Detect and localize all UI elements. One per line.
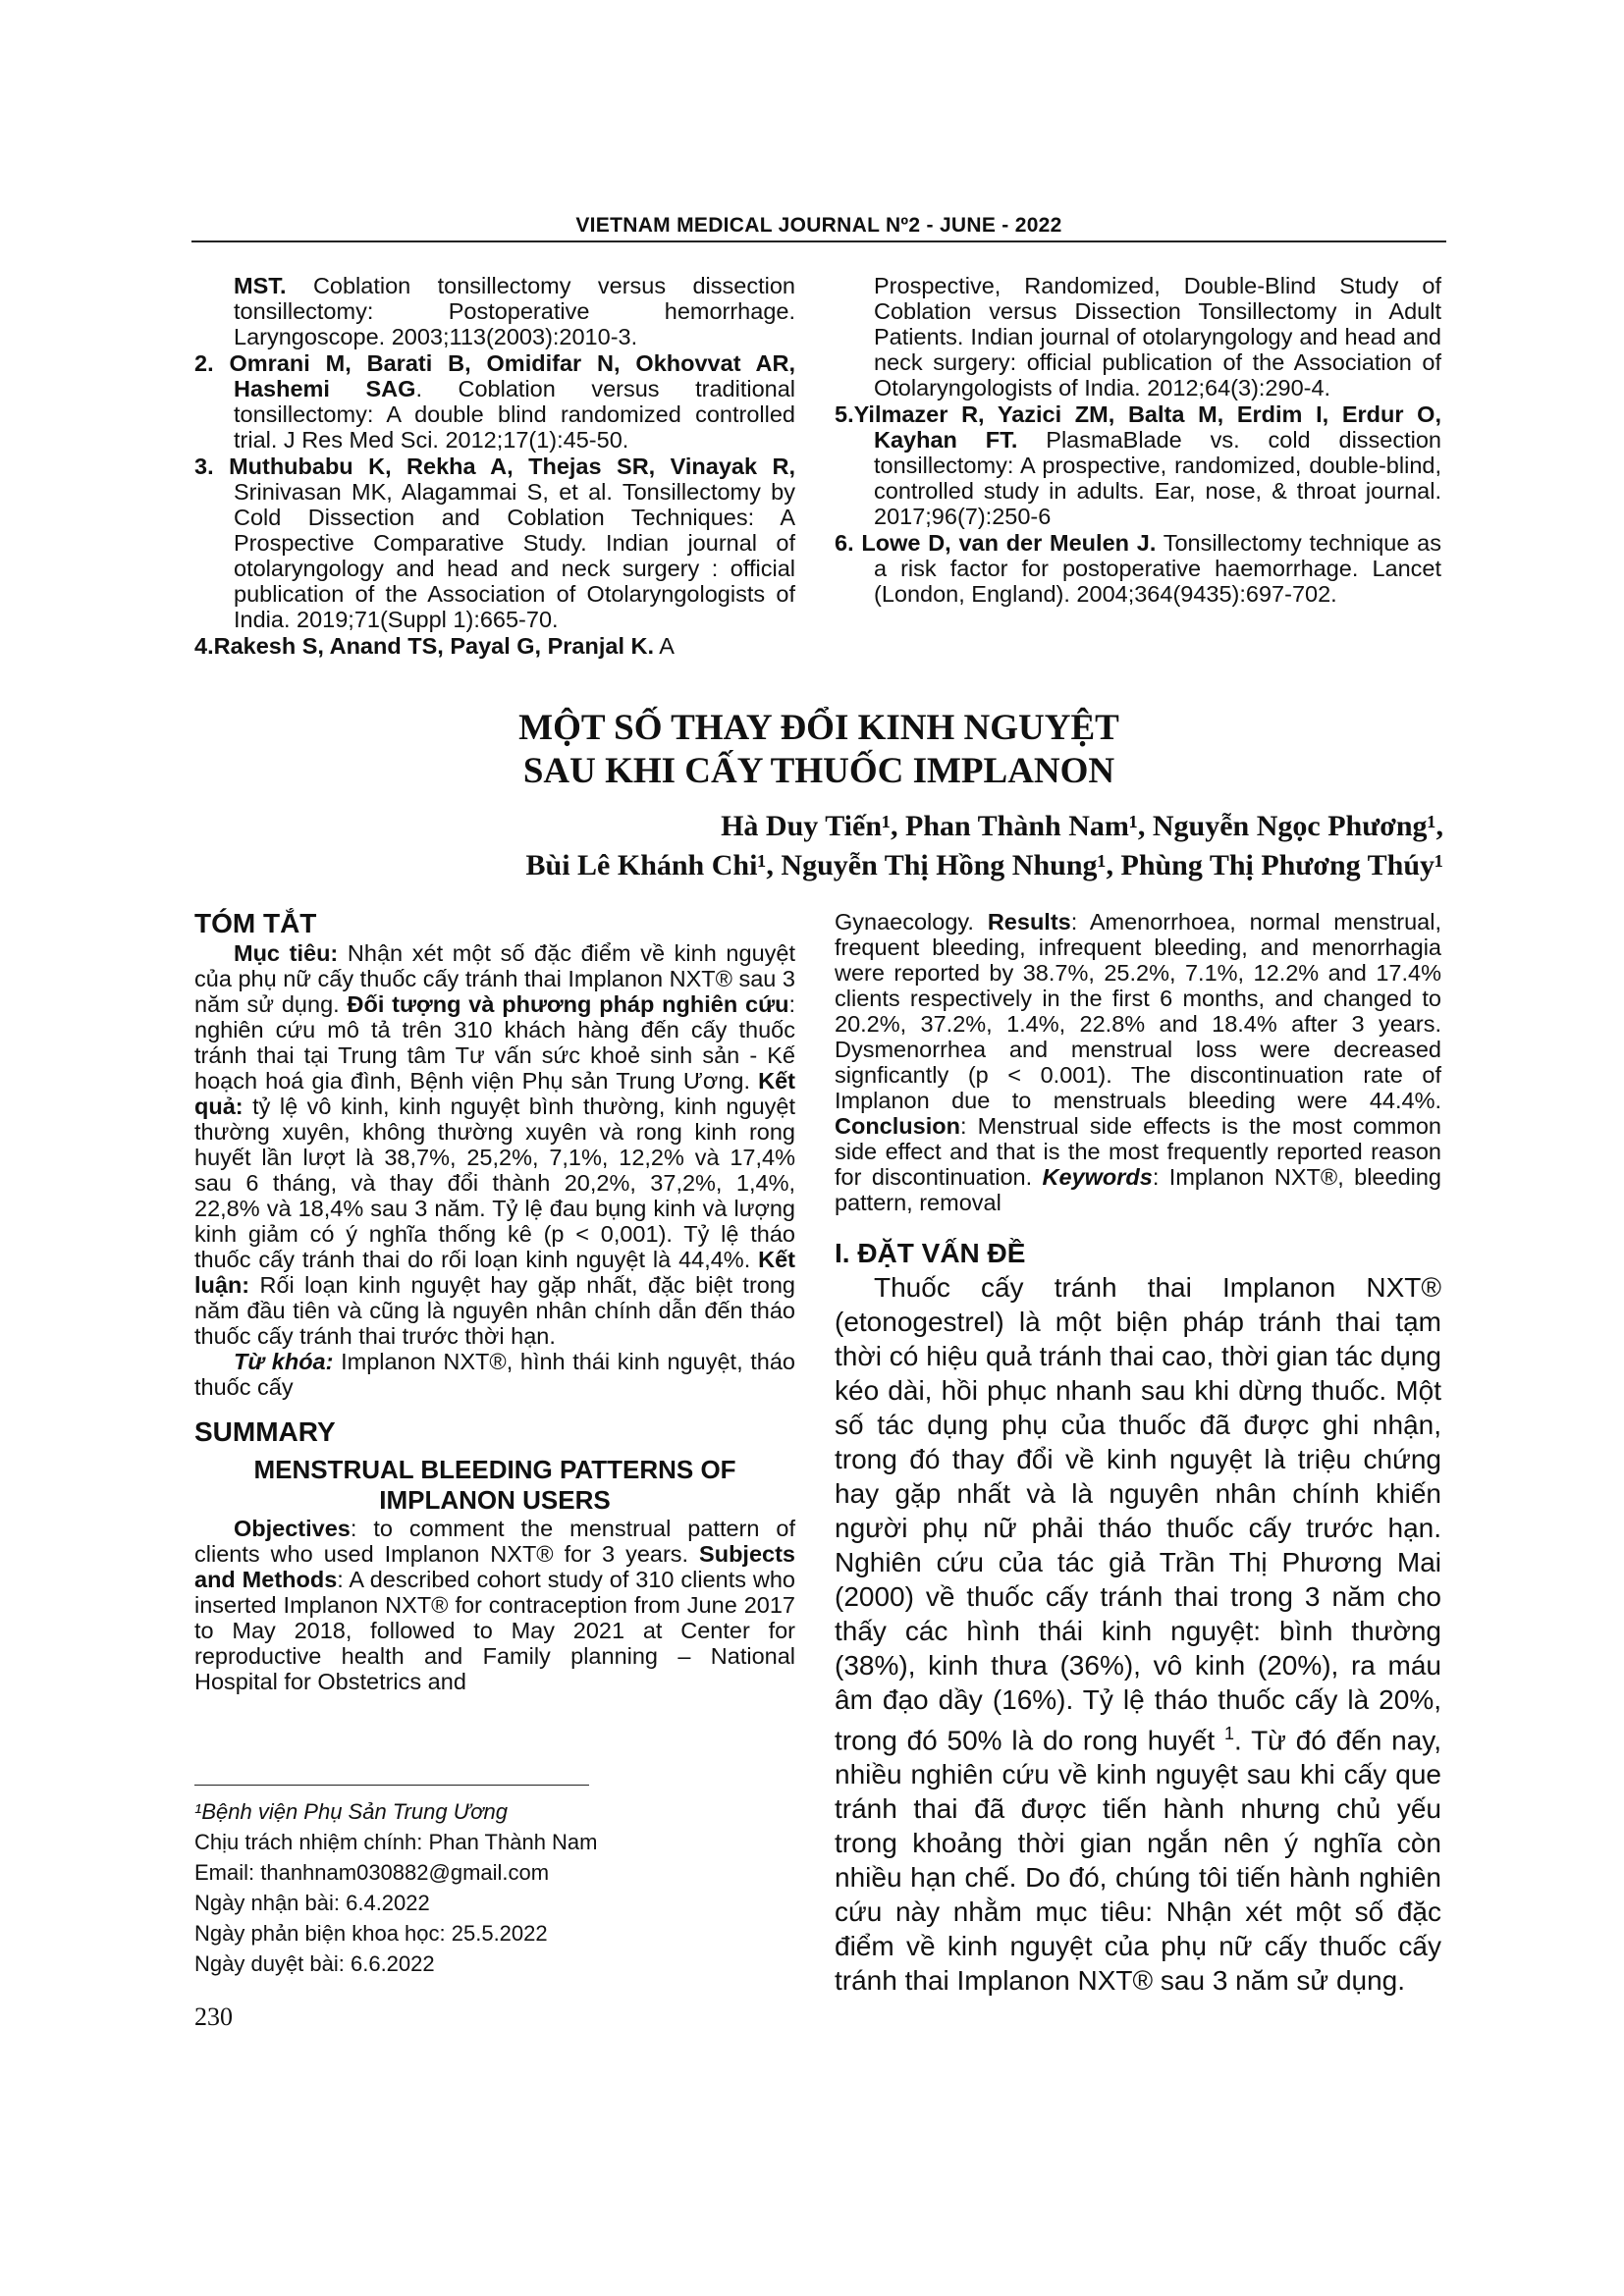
references-right	[835, 273, 1441, 608]
methods-label: Đối tượng và phương pháp nghiên cứu	[347, 991, 789, 1017]
journal-header: VIETNAM MEDICAL JOURNAL Nº2 - JUNE - 2022	[575, 214, 1062, 237]
summary-title-line-1: MENSTRUAL BLEEDING PATTERNS OF	[253, 1455, 736, 1484]
right-body-column	[835, 909, 1441, 1998]
summary-methods-text: : A described cohort study of 310 clients who inserted Implanon NXT® for contraception from June 2017 to May 2018, followed to May 2021 at Center for reproductive health and Family planning – National Hospital for Obstetrics and	[194, 1567, 796, 1694]
summary-title	[194, 1455, 795, 1516]
reference-6-authors: Lowe D, van der Meulen J.	[861, 530, 1157, 556]
reference-3-authors: Muthubabu K, Rekha A, Thejas SR, Vinayak R,	[229, 454, 796, 479]
summary-methods-label: Subjects and Methods	[194, 1541, 795, 1592]
article-authors	[295, 807, 1443, 885]
reference-1-authors: MST.	[234, 273, 287, 298]
reference-3	[194, 454, 795, 632]
reference-6-text: Tonsillectomy technique as a risk factor for postoperative haemorrhage. Lancet (London, England). 2004;364(9435):697-702.	[874, 530, 1441, 607]
summary-conclusion-text: : Menstrual side effects is the most common side effect and that is the most frequently reported reason for discontinuation.	[835, 1113, 1441, 1190]
article-title-line-2: SAU KHI CẤY THUỐC IMPLANON	[522, 751, 1115, 791]
summary-title-line-2: IMPLANON USERS	[379, 1485, 611, 1515]
reference-1-text: Coblation tonsillectomy versus dissection tonsillectomy: Postoperative hemorrhage. Laryngoscope. 2003;113(2003):2010-3.	[234, 273, 795, 349]
objective-label: Mục tiêu:	[234, 940, 339, 966]
methods-text: : nghiên cứu mô tả trên 310 khách hàng đến cấy thuốc tránh thai tại Trung tâm Tư vấn sức khoẻ sinh sản - Kế hoạch hoá gia đình, Bệnh viện Phụ sản Trung Ương.	[194, 991, 795, 1094]
reference-2-number: 2.	[194, 350, 214, 376]
reference-5	[835, 401, 1441, 529]
summary-keywords-text: : Implanon NXT®, bleeding pattern, removal	[835, 1164, 1441, 1215]
reference-1-continued	[194, 273, 795, 349]
footnote-reviewed: Ngày phản biện khoa học: 25.5.2022	[194, 1921, 548, 1946]
footnote-accepted: Ngày duyệt bài: 6.6.2022	[194, 1951, 435, 1976]
keywords-vi-text: Implanon NXT®, hình thái kinh nguyệt, tháo thuốc cấy	[194, 1349, 795, 1400]
reference-4	[194, 633, 795, 659]
reference-3-text: Srinivasan MK, Alagammai S, et al. Tonsillectomy by Cold Dissection and Coblation Techniques: A Prospective Comparative Study. Indian journal of otolaryngology and head and neck surgery : official publication of the Association of Otolaryngologists of India. 2019;71(Suppl 1):665-70.	[234, 479, 795, 632]
header-rule	[191, 240, 1446, 242]
intro-body	[835, 1270, 1441, 1998]
summary-cont-text: Gynaecology.	[835, 909, 988, 934]
abstract-vi-body	[194, 940, 795, 1349]
results-label: Kết quả:	[194, 1068, 795, 1119]
authors-line-1: Hà Duy Tiến¹, Phan Thành Nam¹, Nguyễn Ngọc Phương¹,	[721, 810, 1443, 842]
summary-results-label: Results	[987, 909, 1071, 934]
references-left	[194, 273, 795, 660]
article-title	[191, 707, 1446, 793]
summary-results-text: : Amenorrhoea, normal menstrual, frequent bleeding, infrequent bleeding, and menorrhagia were reported by 38.7%, 25.2%, 7.1%, 12.2% and 17.4% clients respectively in the first 6 months, and changed to 20.2%, 37.2%, 1.4%, 22.8% and 18.4% after 3 years. Dysmenorrhea and menstrual loss were decreased signficantly (p < 0.001). The discontinuation rate of Implanon due to menstruals bleeding were 44.4%.	[835, 909, 1442, 1113]
footnote-affiliation: ¹Bệnh viện Phụ Sản Trung Ương	[194, 1799, 508, 1824]
summary-objectives-text: : to comment the menstrual pattern of clients who used Implanon NXT® for 3 years.	[194, 1516, 795, 1567]
footnote-rule	[194, 1785, 589, 1786]
conclusion-text: Rối loạn kinh nguyệt hay gặp nhất, đặc biệt trong năm đầu tiên và cũng là nguyên nhân chính dẫn đến tháo thuốc cấy tránh thai trước thời hạn.	[194, 1272, 795, 1349]
reference-5-authors: Yilmazer R, Yazici ZM, Balta M, Erdim I, Erdur O, Kayhan FT.	[853, 401, 1441, 453]
summary-heading: SUMMARY	[194, 1416, 336, 1447]
footnotes	[194, 1796, 803, 1979]
intro-text-a: Thuốc cấy tránh thai Implanon NXT® (etonogestrel) là một biện pháp tránh thai tạm thời có hiệu quả tránh thai cao, thời gian tác dụng kéo dài, hồi phục nhanh sau khi dừng thuốc. Một số tác dụng phụ của thuốc đã được ghi nhận, trong đó thay đổi về kinh nguyệt là triệu chứng hay gặp nhất và là nguyên nhân chính khiến người phụ nữ phải tháo thuốc cấy trước hạn. Nghiên cứu của tác giả Trần Thị Phương Mai (2000) về thuốc cấy tránh thai trong 3 năm cho thấy các hình thái kinh nguyệt: bình thường (38%), kinh thưa (36%), vô kinh (20%), ra máu âm đạo dầy (16%). Tỷ lệ tháo thuốc cấy là 20%, trong đó 50% là do rong huyết	[835, 1272, 1441, 1756]
summary-body	[194, 1516, 795, 1694]
footnote-responsible: Chịu trách nhiệm chính: Phan Thành Nam	[194, 1830, 598, 1854]
abstract-vi-heading: TÓM TẮT	[194, 908, 317, 938]
reference-4-text: A	[654, 633, 675, 659]
summary-conclusion-label: Conclusion	[835, 1113, 960, 1139]
reference-3-number: 3.	[194, 454, 214, 479]
reference-2-text: . Coblation versus traditional tonsillectomy: A double blind randomized controlled trial. J Res Med Sci. 2012;17(1):45-50.	[234, 376, 795, 453]
reference-4-authors: Rakesh S, Anand TS, Payal G, Pranjal K.	[213, 633, 655, 659]
summary-keywords-label: Keywords	[1042, 1164, 1153, 1190]
reference-5-text: PlasmaBlade vs. cold dissection tonsillectomy: A prospective, randomized, double-blind, controlled study in adults. Ear, nose, & throat journal. 2017;96(7):250-6	[874, 427, 1441, 529]
conclusion-label: Kết luận:	[194, 1247, 795, 1298]
keywords-vi-label: Từ khóa:	[234, 1349, 334, 1374]
summary-objectives-label: Objectives	[234, 1516, 351, 1541]
intro-text-b: . Từ đó đến nay, nhiều nghiên cứu về kinh nguyệt sau khi cấy que tránh thai đã được tiến hành nhưng chủ yếu trong khoảng thời gian ngắn nên ý nghĩa còn nhiều hạn chế. Do đó, chúng tôi tiến hành nghiên cứu này nhằm mục tiêu: Nhận xét một số đặc điểm về kinh nguyệt của phụ nữ cấy thuốc cấy tránh thai Implanon NXT® sau 3 năm sử dụng.	[835, 1725, 1441, 1997]
page-number: 230	[194, 2002, 233, 2031]
intro-heading: I. ĐẶT VẤN ĐỀ	[835, 1238, 1026, 1268]
footnote-received: Ngày nhận bài: 6.4.2022	[194, 1891, 430, 1915]
objective-text: Nhận xét một số đặc điểm về kinh nguyệt của phụ nữ cấy thuốc cấy tránh thai Implanon NXT® sau 3 năm sử dụng.	[194, 940, 795, 1017]
authors-line-2: Bùi Lê Khánh Chi¹, Nguyễn Thị Hồng Nhung¹, Phùng Thị Phương Thúy¹	[525, 849, 1443, 881]
results-text: tỷ lệ vô kinh, kinh nguyệt bình thường, kinh nguyệt thường xuyên, không thường xuyên và rong kinh rong huyết lần lượt là 38,7%, 25,2%, 7,1%, 12,2% và 17,4% sau 6 tháng, và thay đổi thành 20,2%, 37,2%, 1,4%, 22,8% và 18,4% sau 3 năm. Tỷ lệ đau bụng kinh và lượng kinh giảm có ý nghĩa thống kê (p < 0,001). Tỷ lệ tháo thuốc cấy tránh thai do rối loạn kinh nguyệt là 44,4%.	[194, 1094, 795, 1272]
article-title-line-1: MỘT SỐ THAY ĐỔI KINH NGUYỆT	[518, 708, 1119, 748]
footnote-email: Email: thanhnam030882@gmail.com	[194, 1860, 550, 1885]
reference-6-number: 6.	[835, 530, 854, 556]
reference-5-number: 5.	[835, 401, 854, 427]
intro-citation: 1	[1224, 1724, 1235, 1743]
keywords-vi	[194, 1349, 795, 1400]
reference-4-number: 4.	[194, 633, 214, 659]
abstract-column	[194, 908, 796, 1694]
reference-6	[835, 530, 1441, 607]
reference-2	[194, 350, 795, 453]
reference-2-authors: Omrani M, Barati B, Omidifar N, Okhovvat AR, Hashemi SAG	[229, 350, 795, 401]
reference-4-continued: Prospective, Randomized, Double-Blind Study of Coblation versus Dissection Tonsillectomy in Adult Patients. Indian journal of otolaryngology and head and neck surgery: official publication of the Association of Otolaryngologists of India. 2012;64(3):290-4.	[874, 273, 1441, 400]
summary-body-continued	[835, 909, 1441, 1215]
